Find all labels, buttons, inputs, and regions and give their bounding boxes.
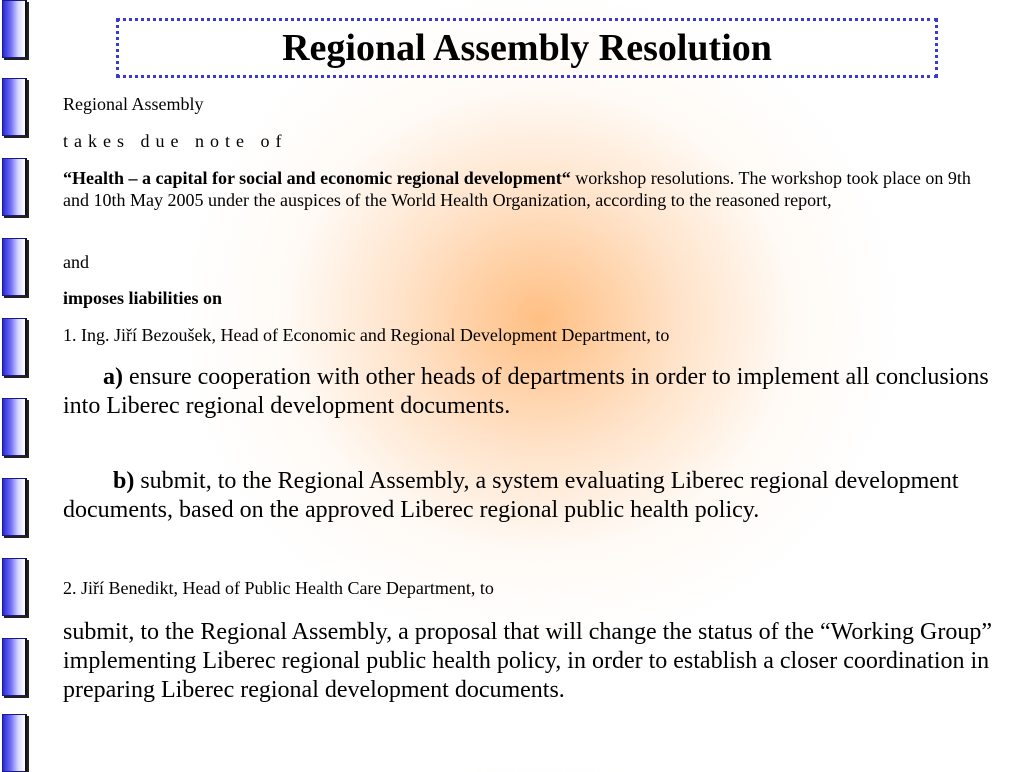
title-box (116, 18, 938, 78)
workshop-title: “Health – a capital for social and economic regional development“ (63, 168, 571, 188)
paragraph-imposes-liabilities: imposes liabilities on (63, 288, 223, 308)
film-strip-decoration (0, 0, 30, 768)
film-frame (2, 638, 27, 696)
film-frame (2, 714, 27, 772)
paragraph-item-2: 2. Jiří Benedikt, Head of Public Health Care Department, to (63, 578, 494, 598)
paragraph-item-a (63, 363, 993, 421)
paragraph-and: and (63, 252, 89, 272)
film-frame (2, 238, 27, 296)
film-frame (2, 0, 27, 58)
film-frame (2, 558, 27, 616)
film-frame (2, 478, 27, 536)
page-title: Regional Assembly Resolution (282, 27, 772, 69)
film-frame (2, 78, 27, 136)
film-frame (2, 158, 27, 216)
film-frame (2, 318, 27, 376)
film-frame (2, 398, 27, 456)
paragraph-workshop (63, 167, 993, 211)
item-a-text: ensure cooperation with other heads of departments in order to implement all conclusions into Liberec regional development documents. (63, 364, 989, 419)
item-b-text: submit, to the Regional Assembly, a system evaluating Liberec regional development documents, based on the approved Liberec regional public health policy. (63, 468, 959, 523)
paragraph-takes-note: takes due note of (63, 131, 288, 151)
paragraph-working-group: submit, to the Regional Assembly, a proposal that will change the status of the “Working Group” implementing Liberec regional public health policy, in order to establish a closer coordination in preparing Liberec regional development documents. (63, 619, 993, 703)
paragraph-item-1: 1. Ing. Jiří Bezoušek, Head of Economic and Regional Development Department, to (63, 325, 670, 345)
paragraph-item-b (63, 467, 993, 525)
paragraph-regional-assembly: Regional Assembly (63, 94, 204, 114)
item-a-label: a) (103, 364, 123, 390)
item-b-label: b) (113, 468, 135, 494)
workshop-description: workshop resolutions. The workshop took place on 9th and 10th May 2005 under the auspices of the World Health Organization, according to the reasoned report, (63, 168, 971, 210)
